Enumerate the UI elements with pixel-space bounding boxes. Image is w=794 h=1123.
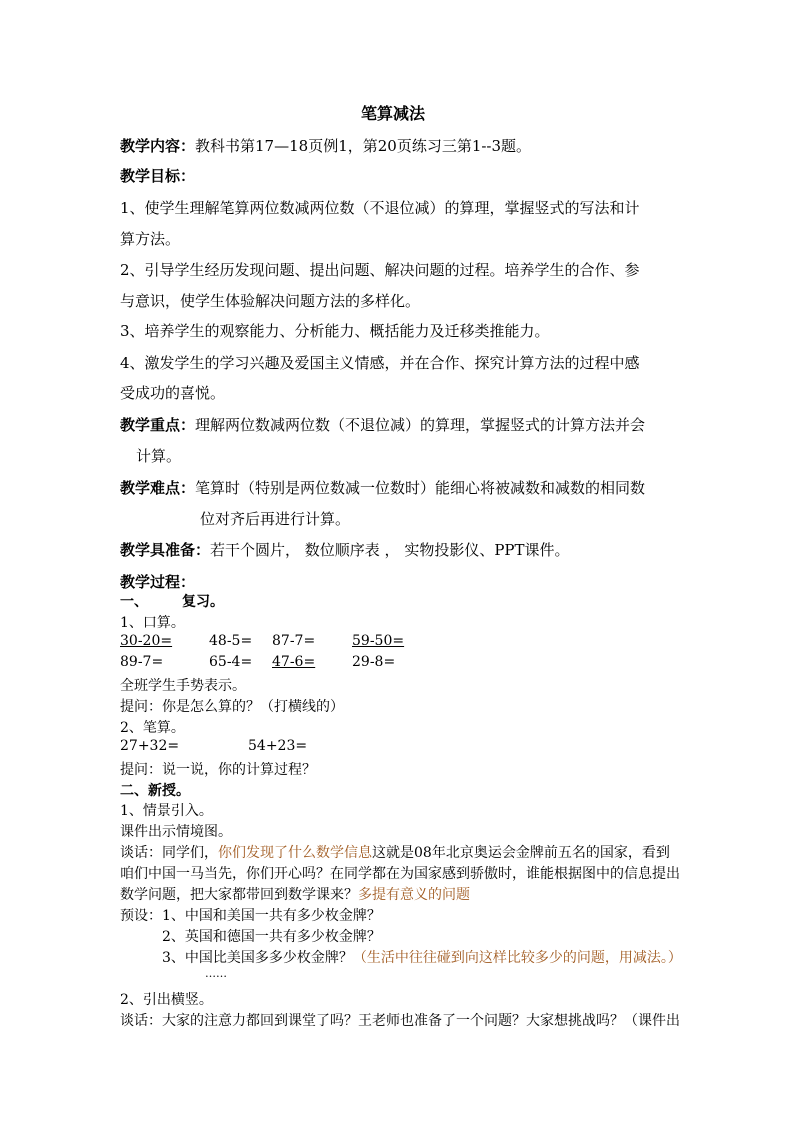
goal-2-line-1: 2、引导学生经历发现问题、提出问题、解决问题的过程。培养学生的合作、参 [120,261,640,279]
part1-title: 复习。 [182,594,224,610]
key-point-line-2: 计算。 [136,447,182,465]
part1-heading [120,591,224,611]
scene-intro: 1、情景引入。 [120,803,213,819]
ellipsis: …… [205,967,227,980]
question-2: 提问：说一说，你的计算过程？ [120,762,316,778]
goal-2-line-2: 与意识，使学生体验解决问题方法的多样化。 [120,292,421,310]
preparation-text: 若干个圆片， 数位顺序表 ， 实物投影仪、PPT课件。 [210,541,570,559]
talk-prefix: 谈话：同学们， [120,845,218,861]
horizontal-vertical: 2、引出横竖。 [120,992,213,1008]
calc-item: 48-5= [209,633,253,649]
written-calc-row [120,738,420,756]
key-point-label: 教学重点： [120,416,196,434]
talk-2: 谈话：大家的注意力都回到课堂了吗？王老师也准备了一个问题？大家想挑战吗？（课件出 [120,1013,680,1029]
talk-line-1 [120,842,670,862]
part2-title: 二、新授。 [120,783,190,799]
preparation [120,539,570,560]
written-calc-label: 2、笔算。 [120,720,185,736]
difficulty-label: 教学难点： [120,479,196,497]
difficulty [120,477,645,498]
talk-highlight-2: 多提有意义的问题 [358,887,470,903]
preset-3-line [162,947,682,967]
preset-2: 2、英国和德国一共有多少枚金牌？ [162,929,381,945]
calc-item: 59-50= [352,633,405,649]
doc-title: 笔算减法 [361,104,426,123]
goal-1-line-2: 算方法。 [120,230,181,248]
preset-3: 3、中国比美国多多少枚金牌？ [162,950,353,966]
goal-1-line-1: 1、使学生理解笔算两位数减两位数（不退位减）的算理，掌握竖式的写法和计 [120,199,640,217]
calc-item: 89-7= [120,654,164,670]
difficulty-line-2: 位对齐后再进行计算。 [200,510,351,528]
goals-label: 教学目标： [120,167,196,185]
difficulty-line-1: 笔算时（特别是两位数减一位数时）能细心将被减数和减数的相同数 [195,479,646,497]
talk-rest-1: 这就是08年北京奥运会金牌前五名的国家，看到 [372,845,670,861]
calc-item: 47-6= [272,654,316,670]
calc-item: 27+32= [120,738,180,754]
talk-line-3 [120,884,470,904]
talk-line-2: 咱们中国一马当先，你们开心吗？在同学都在为国家感到骄傲时，谁能根据图中的信息提出 [120,866,680,882]
calc-item: 87-7= [272,633,316,649]
calc-item: 54+23= [248,738,308,754]
calc-item: 30-20= [120,633,173,649]
gesture-note: 全班学生手势表示。 [120,678,246,694]
goal-4-line-2: 受成功的喜悦。 [120,384,226,402]
process-label: 教学过程： [120,573,196,591]
key-point-line-1: 理解两位数减两位数（不退位减）的算理，掌握竖式的计算方法并会 [195,416,646,434]
talk-highlight-1: 你们发现了什么数学信息 [218,845,372,861]
calc-item: 29-8= [352,654,396,670]
talk-line-3-text: 数学问题，把大家都带回到数学课来？ [120,887,358,903]
goal-4-line-1: 4、激发学生的学习兴趣及爱国主义情感，并在合作、探究计算方法的过程中感 [120,354,640,372]
teaching-content [120,135,531,156]
preset-1-line [120,905,381,925]
oral-calc-row-2 [120,654,520,672]
preset-1: 1、中国和美国一共有多少枚金牌？ [162,908,381,924]
goal-3: 3、培养学生的观察能力、分析能力、概括能力及迁移类推能力。 [120,322,550,340]
part1-number: 一、 [120,594,148,610]
preset-3-note: （生活中往往碰到向这样比较多少的问题，用减法。） [352,950,682,966]
preparation-label: 教学具准备： [120,541,211,559]
show-scene: 课件出示情境图。 [120,824,232,840]
oral-calc-row-1 [120,633,520,651]
teaching-content-label: 教学内容： [120,137,196,155]
calc-item: 65-4= [209,654,253,670]
preset-label: 预设： [120,908,162,924]
teaching-content-text: 教科书第17—18页例1，第20页练习三第1--3题。 [195,137,532,155]
key-point [120,414,645,435]
question-1: 提问：你是怎么算的？（打横线的） [120,699,344,715]
oral-calc-label: 1、口算。 [120,615,185,631]
